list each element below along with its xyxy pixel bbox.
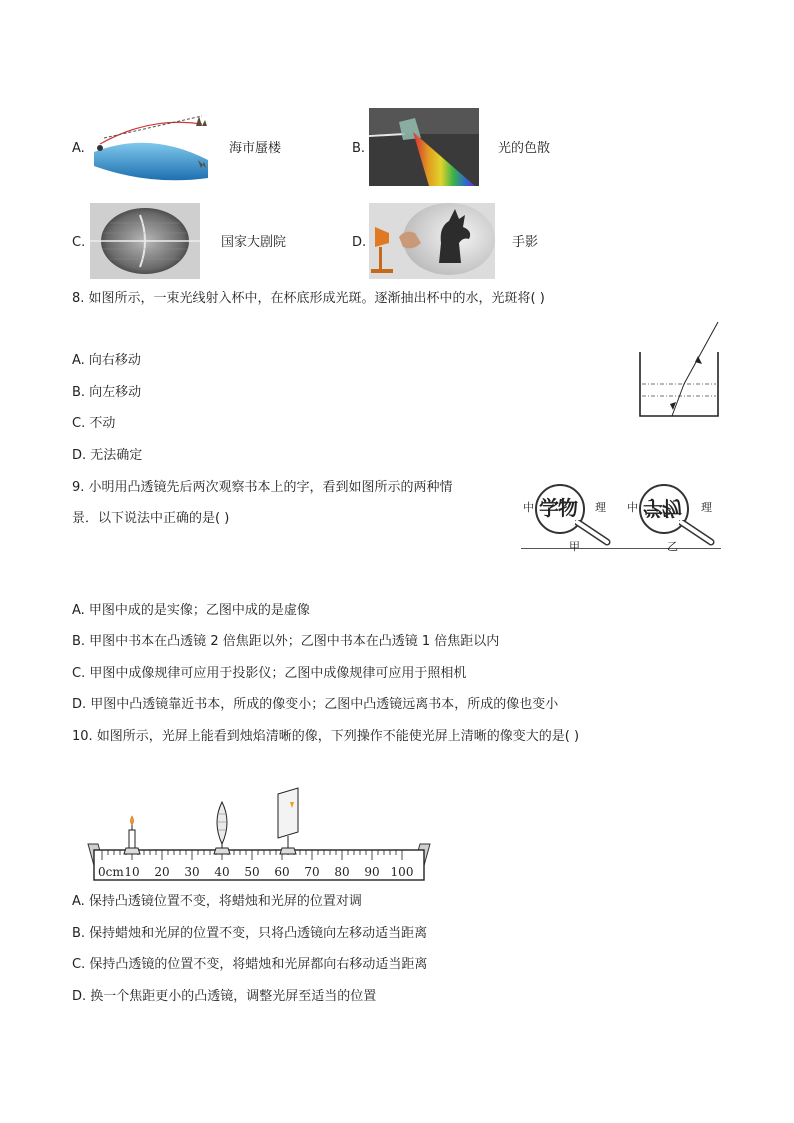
ruler-label: 70: [304, 865, 320, 879]
magnifier-handle-yi: [679, 520, 719, 548]
ruler-label: 0cm: [98, 865, 124, 879]
q7-option-a-letter: A.: [72, 141, 85, 156]
magnifier-handle-jia: [575, 520, 615, 548]
book-edge-line: [521, 548, 721, 549]
prism-dispersion-image: [369, 108, 479, 186]
q9-option-a: A. 甲图中成的是实像；乙图中成的是虚像: [72, 603, 310, 618]
ruler-label: 30: [184, 865, 200, 879]
yi-inverted-word: 学物: [643, 496, 681, 520]
q10-option-b: B. 保持蜡烛和光屏的位置不变，只将凸透镜向左移动适当距离: [72, 926, 428, 941]
q7-option-b-letter: B.: [352, 141, 366, 156]
q7-option-b-caption: 光的色散: [498, 141, 551, 156]
jia-right-label: 理: [595, 501, 606, 514]
q10-option-c: C. 保持凸透镜的位置不变，将蜡烛和光屏都向右移动适当距离: [72, 957, 428, 972]
hand-shadow-image: [369, 203, 495, 279]
q7-option-a-caption: 海市蜃楼: [229, 141, 282, 156]
q10-stem: 10. 如图所示，光屏上能看到烛焰清晰的像，下列操作不能使光屏上清晰的像变大的是( ): [72, 729, 580, 744]
q9-option-d: D. 甲图中凸透镜靠近书本，所成的像变小；乙图中凸透镜远离书本，所成的像也变小: [72, 697, 559, 712]
q8-stem: 8. 如图所示，一束光线射入杯中，在杯底形成光斑。逐渐抽出杯中的水，光斑将( ): [72, 291, 545, 306]
yi-caption: 乙: [667, 540, 678, 553]
q9-stem-line2: 景．以下说法中正确的是( ): [72, 511, 230, 526]
cup-light-diagram: [636, 318, 728, 420]
q7-option-d-caption: 手影: [512, 235, 539, 250]
q9-stem-line1: 9. 小明用凸透镜先后两次观察书本上的字，看到如图所示的两种情: [72, 480, 453, 495]
ruler-label: 50: [244, 865, 260, 879]
ruler-label: 20: [154, 865, 170, 879]
q8-option-d: D. 无法确定: [72, 448, 143, 463]
magnifier-figure: [521, 478, 721, 554]
ruler-label: 60: [274, 865, 290, 879]
q7-option-d-letter: D.: [352, 235, 367, 250]
q8-option-c: C. 不动: [72, 416, 116, 431]
ruler-label: 90: [364, 865, 380, 879]
mirage-image: [90, 108, 212, 186]
optical-bench-diagram: [86, 786, 432, 884]
q8-option-b: B. 向左移动: [72, 385, 142, 400]
jia-left-label: 中: [523, 501, 534, 514]
q9-option-b: B. 甲图中书本在凸透镜 2 倍焦距以外；乙图中书本在凸透镜 1 倍焦距以内: [72, 634, 500, 649]
jia-caption: 甲: [569, 540, 580, 553]
jia-enlarged-word: 学物: [539, 496, 577, 520]
q10-option-d: D. 换一个焦距更小的凸透镜，调整光屏至适当的位置: [72, 989, 377, 1004]
ruler-label: 10: [124, 865, 140, 879]
yi-left-label: 中: [627, 501, 638, 514]
q7-option-c-letter: C.: [72, 235, 86, 250]
ruler-label: 40: [214, 865, 230, 879]
q10-option-a: A. 保持凸透镜位置不变，将蜡烛和光屏的位置对调: [72, 894, 362, 909]
yi-right-label: 理: [701, 501, 712, 514]
q7-option-c-caption: 国家大剧院: [221, 235, 287, 250]
ruler-label: 80: [334, 865, 350, 879]
ruler-label: 100: [390, 865, 414, 879]
q8-option-a: A. 向右移动: [72, 353, 141, 368]
q9-option-c: C. 甲图中成像规律可应用于投影仪；乙图中成像规律可应用于照相机: [72, 666, 467, 681]
grand-theater-image: [90, 203, 200, 279]
